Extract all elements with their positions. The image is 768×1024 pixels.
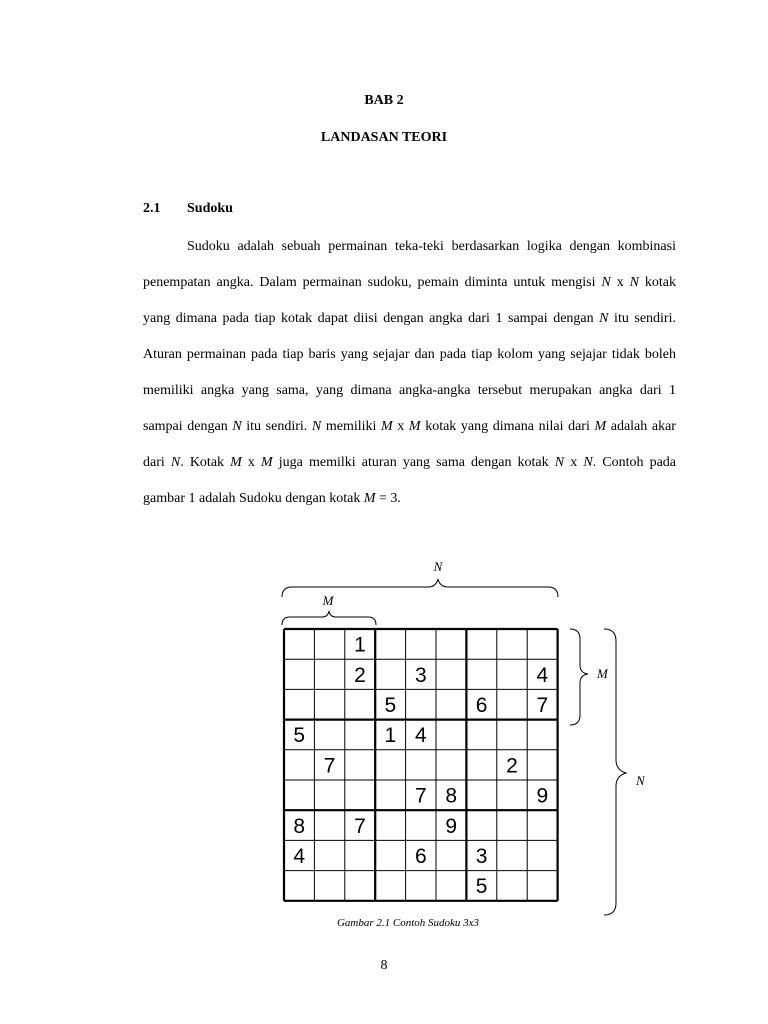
text-run: x (564, 455, 584, 470)
sudoku-cell-value: 4 (414, 724, 427, 748)
text-run: kotak yang dimana nilai dari (420, 419, 595, 434)
sudoku-cell-value: 1 (384, 724, 397, 748)
sudoku-cell-value: 4 (536, 663, 549, 687)
sudoku-cell-value: 3 (414, 663, 427, 687)
italic-variable: N (311, 419, 322, 434)
text-run: x (392, 419, 409, 434)
label-n-top: N (433, 559, 443, 574)
text-run: . Kotak (180, 455, 231, 470)
sudoku-cell-value: 6 (414, 845, 427, 868)
sudoku-cell-value: 2 (506, 754, 518, 778)
brace-top-m (282, 611, 376, 625)
body-paragraph (143, 229, 676, 517)
label-n-right: N (636, 773, 645, 788)
text-run: = 3. (375, 491, 401, 506)
text-run: memiliki (321, 419, 382, 434)
italic-variable: N (232, 419, 242, 434)
sudoku-cell-value: 5 (293, 724, 306, 748)
sudoku-cell-value: 5 (475, 875, 488, 899)
sudoku-cell-value: 2 (354, 663, 366, 687)
sudoku-cell-value: 5 (384, 694, 397, 717)
chapter-heading: BAB 2 (364, 93, 404, 108)
sudoku-figure (270, 555, 670, 935)
italic-variable: N (599, 311, 609, 326)
sudoku-cell-value: 9 (445, 814, 458, 838)
section-title: Sudoku (187, 201, 233, 216)
sudoku-cell-value: 4 (293, 845, 306, 868)
text-run: . Contoh pada gambar 1 adalah Sudoku dengan kotak (143, 455, 677, 506)
label-m-top: M (322, 593, 334, 608)
sudoku-cell-value: 9 (536, 784, 549, 808)
sudoku-cell-value: 7 (536, 694, 549, 717)
page-number: 8 (380, 958, 388, 973)
sudoku-cell-value: 7 (323, 754, 336, 778)
italic-variable: M (381, 419, 393, 434)
sudoku-cell-value: 3 (475, 845, 488, 868)
italic-variable: N (601, 275, 611, 290)
italic-variable: M (594, 419, 607, 434)
italic-variable: N (170, 455, 181, 470)
text-run: adalah akar dari (143, 419, 676, 470)
figure-caption: Gambar 2.1 Contoh Sudoku 3x3 (336, 917, 480, 929)
sudoku-cell-value: 1 (354, 633, 366, 657)
sudoku-cell-value: 7 (354, 814, 366, 838)
brace-right-m (570, 629, 588, 725)
text-run: x (241, 455, 262, 470)
label-m-right: M (597, 666, 608, 681)
section-number: 2.1 (143, 201, 161, 216)
sudoku-cell-value: 8 (445, 784, 458, 808)
chapter-title: LANDASAN TEORI (320, 130, 448, 145)
italic-variable: M (408, 419, 421, 434)
text-run: itu sendiri. Aturan permainan pada tiap baris yang sejajar dan pada tiap kolom yang sejajar tidak boleh memiliki angka yang sama, yang dimana angka-angka tersebut merupakan angka dari 1 sampai dengan (143, 311, 676, 434)
sudoku-cell-value: 8 (293, 814, 306, 838)
italic-variable: N (583, 455, 593, 470)
text-run: x (610, 275, 630, 290)
text-run: juga memilki aturan yang sama dengan kotak (272, 455, 555, 470)
text-run: Sudoku adalah sebuah permainan teka-teki berdasarkan logika dengan kombinasi penempatan angka. Dalam permainan sudoku, pemain diminta untuk mengisi (143, 239, 676, 290)
italic-variable: M (230, 455, 242, 470)
sudoku-cells (293, 634, 548, 899)
italic-variable: M (261, 455, 273, 470)
italic-variable: N (554, 455, 565, 470)
sudoku-cell-value: 7 (414, 784, 427, 808)
italic-variable: M (363, 491, 376, 506)
sudoku-cell-value: 6 (475, 694, 488, 717)
text-run: kotak yang dimana pada tiap kotak dapat diisi dengan angka dari 1 sampai dengan (143, 275, 676, 326)
italic-variable: N (629, 275, 639, 290)
text-run: itu sendiri. (241, 419, 312, 434)
